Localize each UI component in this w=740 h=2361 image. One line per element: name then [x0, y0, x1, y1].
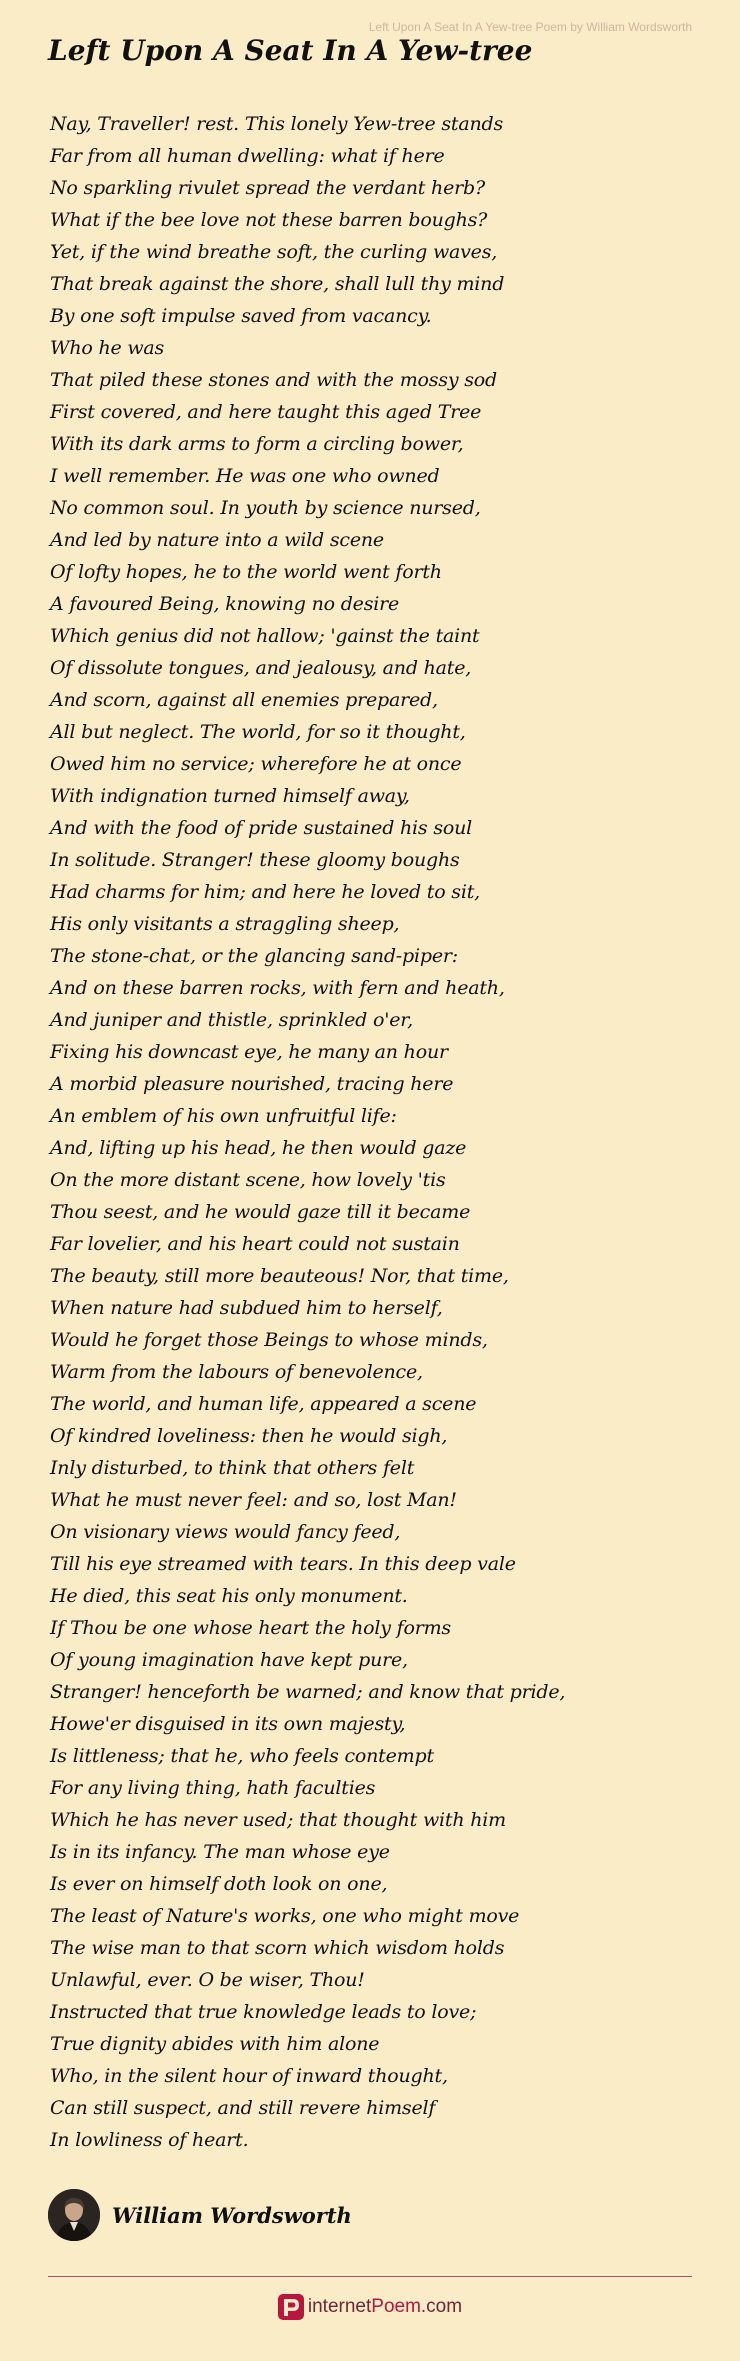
poem-line: Thou seest, and he would gaze till it became — [50, 1201, 471, 1223]
poem-line: An emblem of his own unfruitful life: — [50, 1105, 397, 1127]
poem-line: What he must never feel: and so, lost Man! — [50, 1489, 457, 1511]
poem-line: If Thou be one whose heart the holy forms — [50, 1617, 451, 1639]
poem-line: And, lifting up his head, he then would gaze — [50, 1137, 467, 1159]
poem-line: That break against the shore, shall lull thy mind — [50, 273, 505, 295]
poem-line: Is littleness; that he, who feels contempt — [50, 1745, 434, 1767]
poem-line: No sparkling rivulet spread the verdant herb? — [50, 177, 485, 199]
poem-line: A favoured Being, knowing no desire — [50, 593, 400, 615]
poem-line: And scorn, against all enemies prepared, — [50, 689, 438, 711]
poem-line: With its dark arms to form a circling bower, — [50, 433, 464, 455]
poem-line: Which he has never used; that thought with him — [50, 1809, 506, 1831]
footer-divider — [48, 2276, 692, 2277]
poem-line: Of dissolute tongues, and jealousy, and hate, — [50, 657, 472, 679]
author-name-link[interactable]: William Wordsworth — [112, 2202, 352, 2228]
poem-line: True dignity abides with him alone — [50, 2033, 380, 2055]
poem-line: Of kindred loveliness: then he would sigh, — [50, 1425, 448, 1447]
poem-line: In solitude. Stranger! these gloomy boughs — [50, 849, 460, 871]
poem-line: Yet, if the wind breathe soft, the curling waves, — [50, 241, 498, 263]
poem-line: On visionary views would fancy feed, — [50, 1521, 401, 1543]
poem-line: Inly disturbed, to think that others felt — [50, 1457, 415, 1479]
poem-line: Had charms for him; and here he loved to sit, — [50, 881, 481, 903]
poem-line: The stone-chat, or the glancing sand-piper: — [50, 945, 458, 967]
poem-line: Of lofty hopes, he to the world went forth — [50, 561, 442, 583]
poem-line: What if the bee love not these barren boughs? — [50, 209, 488, 231]
author-avatar[interactable] — [48, 2189, 100, 2241]
poem-line: The least of Nature's works, one who might move — [50, 1905, 520, 1927]
poem-line: Unlawful, ever. O be wiser, Thou! — [50, 1969, 365, 1991]
poem-line: Is in its infancy. The man whose eye — [50, 1841, 390, 1863]
author-portrait-icon — [48, 2189, 100, 2241]
site-brand-link[interactable] — [0, 2294, 740, 2320]
author-block[interactable] — [48, 2188, 352, 2242]
poem-line: A morbid pleasure nourished, tracing here — [50, 1073, 454, 1095]
poem-line: Far from all human dwelling: what if here — [50, 145, 445, 167]
poem-line: The wise man to that scorn which wisdom holds — [50, 1937, 505, 1959]
poem-line: Owed him no service; wherefore he at once — [50, 753, 462, 775]
poem-line: Would he forget those Beings to whose minds, — [50, 1329, 488, 1351]
brand-part-internet: internet — [307, 2296, 372, 2317]
page-credit: Left Upon A Seat In A Yew-tree Poem by William Wordsworth — [368, 20, 692, 34]
poem-body — [50, 108, 710, 2156]
poem-line: For any living thing, hath faculties — [50, 1777, 376, 1799]
poem-line: With indignation turned himself away, — [50, 785, 410, 807]
poem-line: Who, in the silent hour of inward thought, — [50, 2065, 448, 2087]
poem-line: First covered, and here taught this aged Tree — [50, 401, 482, 423]
poem-line: Stranger! henceforth be warned; and know that pride, — [50, 1681, 566, 1703]
poem-line: He died, this seat his only monument. — [50, 1585, 408, 1607]
poem-line: Can still suspect, and still revere himself — [50, 2097, 436, 2119]
poem-line: In lowliness of heart. — [50, 2129, 249, 2151]
poem-line: And juniper and thistle, sprinkled o'er, — [50, 1009, 413, 1031]
poem-line: Fixing his downcast eye, he many an hour — [50, 1041, 448, 1063]
poem-line: That piled these stones and with the mossy sod — [50, 369, 497, 391]
poem-line: Is ever on himself doth look on one, — [50, 1873, 388, 1895]
poem-line: Far lovelier, and his heart could not sustain — [50, 1233, 460, 1255]
poem-line: Who he was — [50, 337, 165, 359]
poem-line: All but neglect. The world, for so it thought, — [50, 721, 466, 743]
poem-line: By one soft impulse saved from vacancy. — [50, 305, 432, 327]
poem-line: The world, and human life, appeared a scene — [50, 1393, 477, 1415]
poem-line: I well remember. He was one who owned — [50, 465, 440, 487]
brand-wordmark — [308, 2296, 462, 2318]
poem-line: When nature had subdued him to herself, — [50, 1297, 443, 1319]
poem-line: Which genius did not hallow; 'gainst the taint — [50, 625, 480, 647]
poem-line: And led by nature into a wild scene — [50, 529, 384, 551]
poem-line: And on these barren rocks, with fern and heath, — [50, 977, 505, 999]
poem-line: Howe'er disguised in its own majesty, — [50, 1713, 406, 1735]
poem-line: Till his eye streamed with tears. In this deep vale — [50, 1553, 516, 1575]
poem-line: On the more distant scene, how lovely 'tis — [50, 1169, 446, 1191]
poem-line: Of young imagination have kept pure, — [50, 1649, 408, 1671]
brand-part-com: .com — [420, 2296, 463, 2317]
poem-line: And with the food of pride sustained his soul — [50, 817, 473, 839]
poem-title: Left Upon A Seat In A Yew-tree — [48, 34, 533, 67]
poem-line: Instructed that true knowledge leads to love; — [50, 2001, 477, 2023]
poem-line: The beauty, still more beauteous! Nor, that time, — [50, 1265, 509, 1287]
poem-line: Nay, Traveller! rest. This lonely Yew-tree stands — [50, 113, 504, 135]
internetpoem-logo-icon — [278, 2294, 304, 2320]
brand-part-poem: Poem — [371, 2296, 421, 2317]
poem-line: No common soul. In youth by science nursed, — [50, 497, 481, 519]
poem-line: Warm from the labours of benevolence, — [50, 1361, 423, 1383]
poem-line: His only visitants a straggling sheep, — [50, 913, 400, 935]
